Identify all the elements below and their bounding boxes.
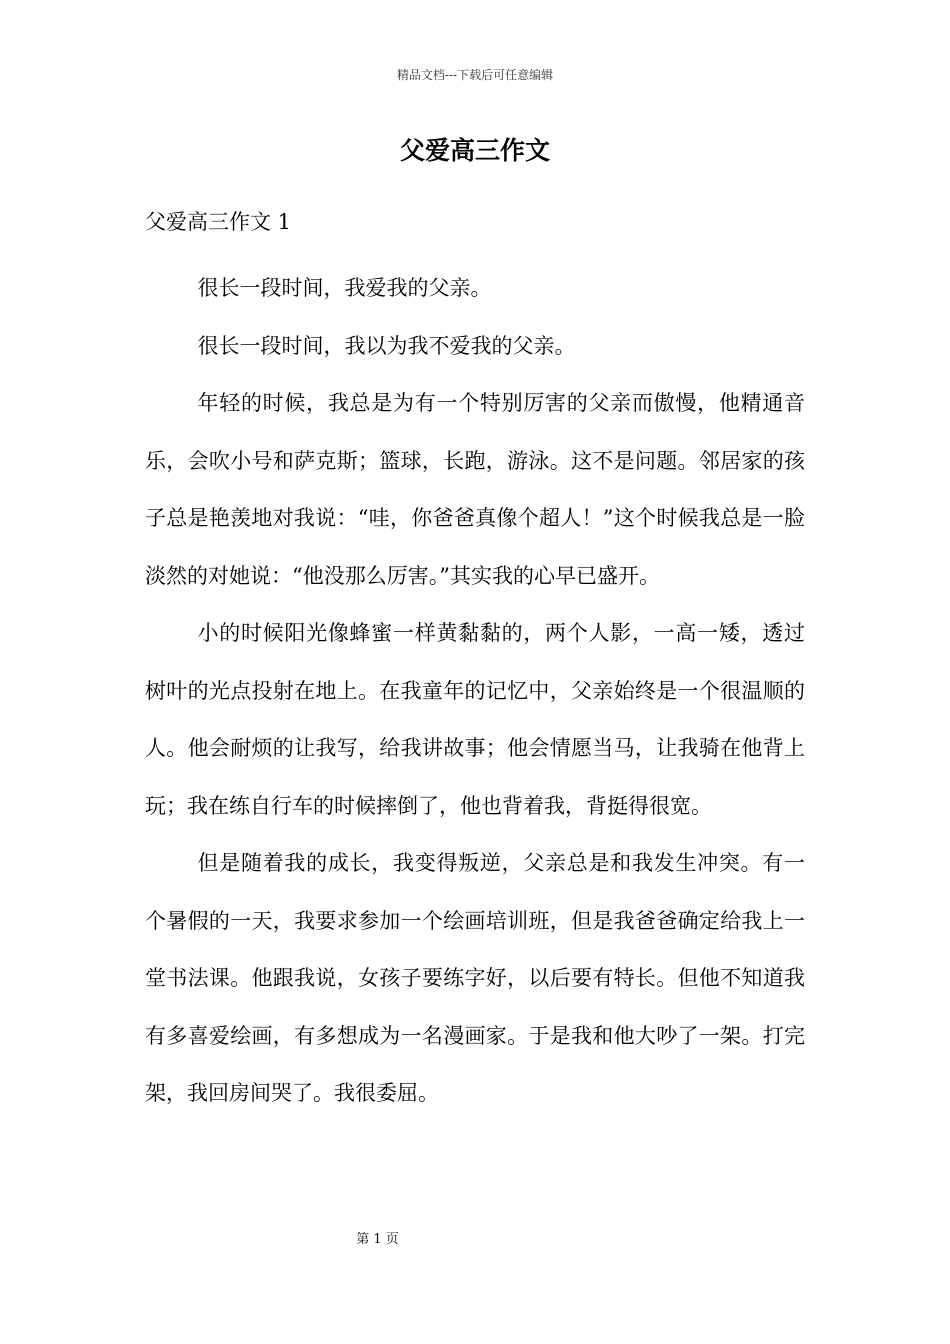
page-number: 第 1 页 (356, 1232, 399, 1247)
paragraph-5: 但是随着我的成长，我变得叛逆，父亲总是和我发生冲突。有一个暑假的一天，我要求参加一个绘画培训班，但是我爸爸确定给我上一堂书法课。他跟我说，女孩子要练字好，以后要有特长。但他不知道我有多喜爱绘画，有多想成为一名漫画家。于是我和他大吵了一架。打完架，我回房间哭了。我很委屈。 (145, 851, 805, 1105)
paragraph-3: 年轻的时候，我总是为有一个特别厉害的父亲而傲慢，他精通音乐，会吹小号和萨克斯；篮球，长跑，游泳。这不是问题。邻居家的孩子总是艳羡地对我说：“哇，你爸爸真像个超人！”这个时候我总是一脸淡然的对她说：“他没那么厉害。”其实我的心早已盛开。 (145, 391, 805, 588)
header-note: 精品文档---下载后可任意编辑 (396, 68, 554, 82)
section-heading: 父爱高三作文 1 (145, 210, 292, 234)
paragraph-4: 小的时候阳光像蜂蜜一样黄黏黏的，两个人影，一高一矮，透过树叶的光点投射在地上。在我童年的记忆中，父亲始终是一个很温顺的人。他会耐烦的让我写，给我讲故事；他会情愿当马，让我骑在他背上玩；我在练自行车的时候摔倒了，他也背着我，背挺得很宽。 (145, 621, 805, 818)
document-title: 父爱高三作文 (399, 136, 550, 165)
paragraph-1: 很长一段时间，我爱我的父亲。 (197, 276, 492, 300)
document-body (145, 203, 805, 1123)
paragraph-2: 很长一段时间，我以为我不爱我的父亲。 (197, 333, 576, 358)
